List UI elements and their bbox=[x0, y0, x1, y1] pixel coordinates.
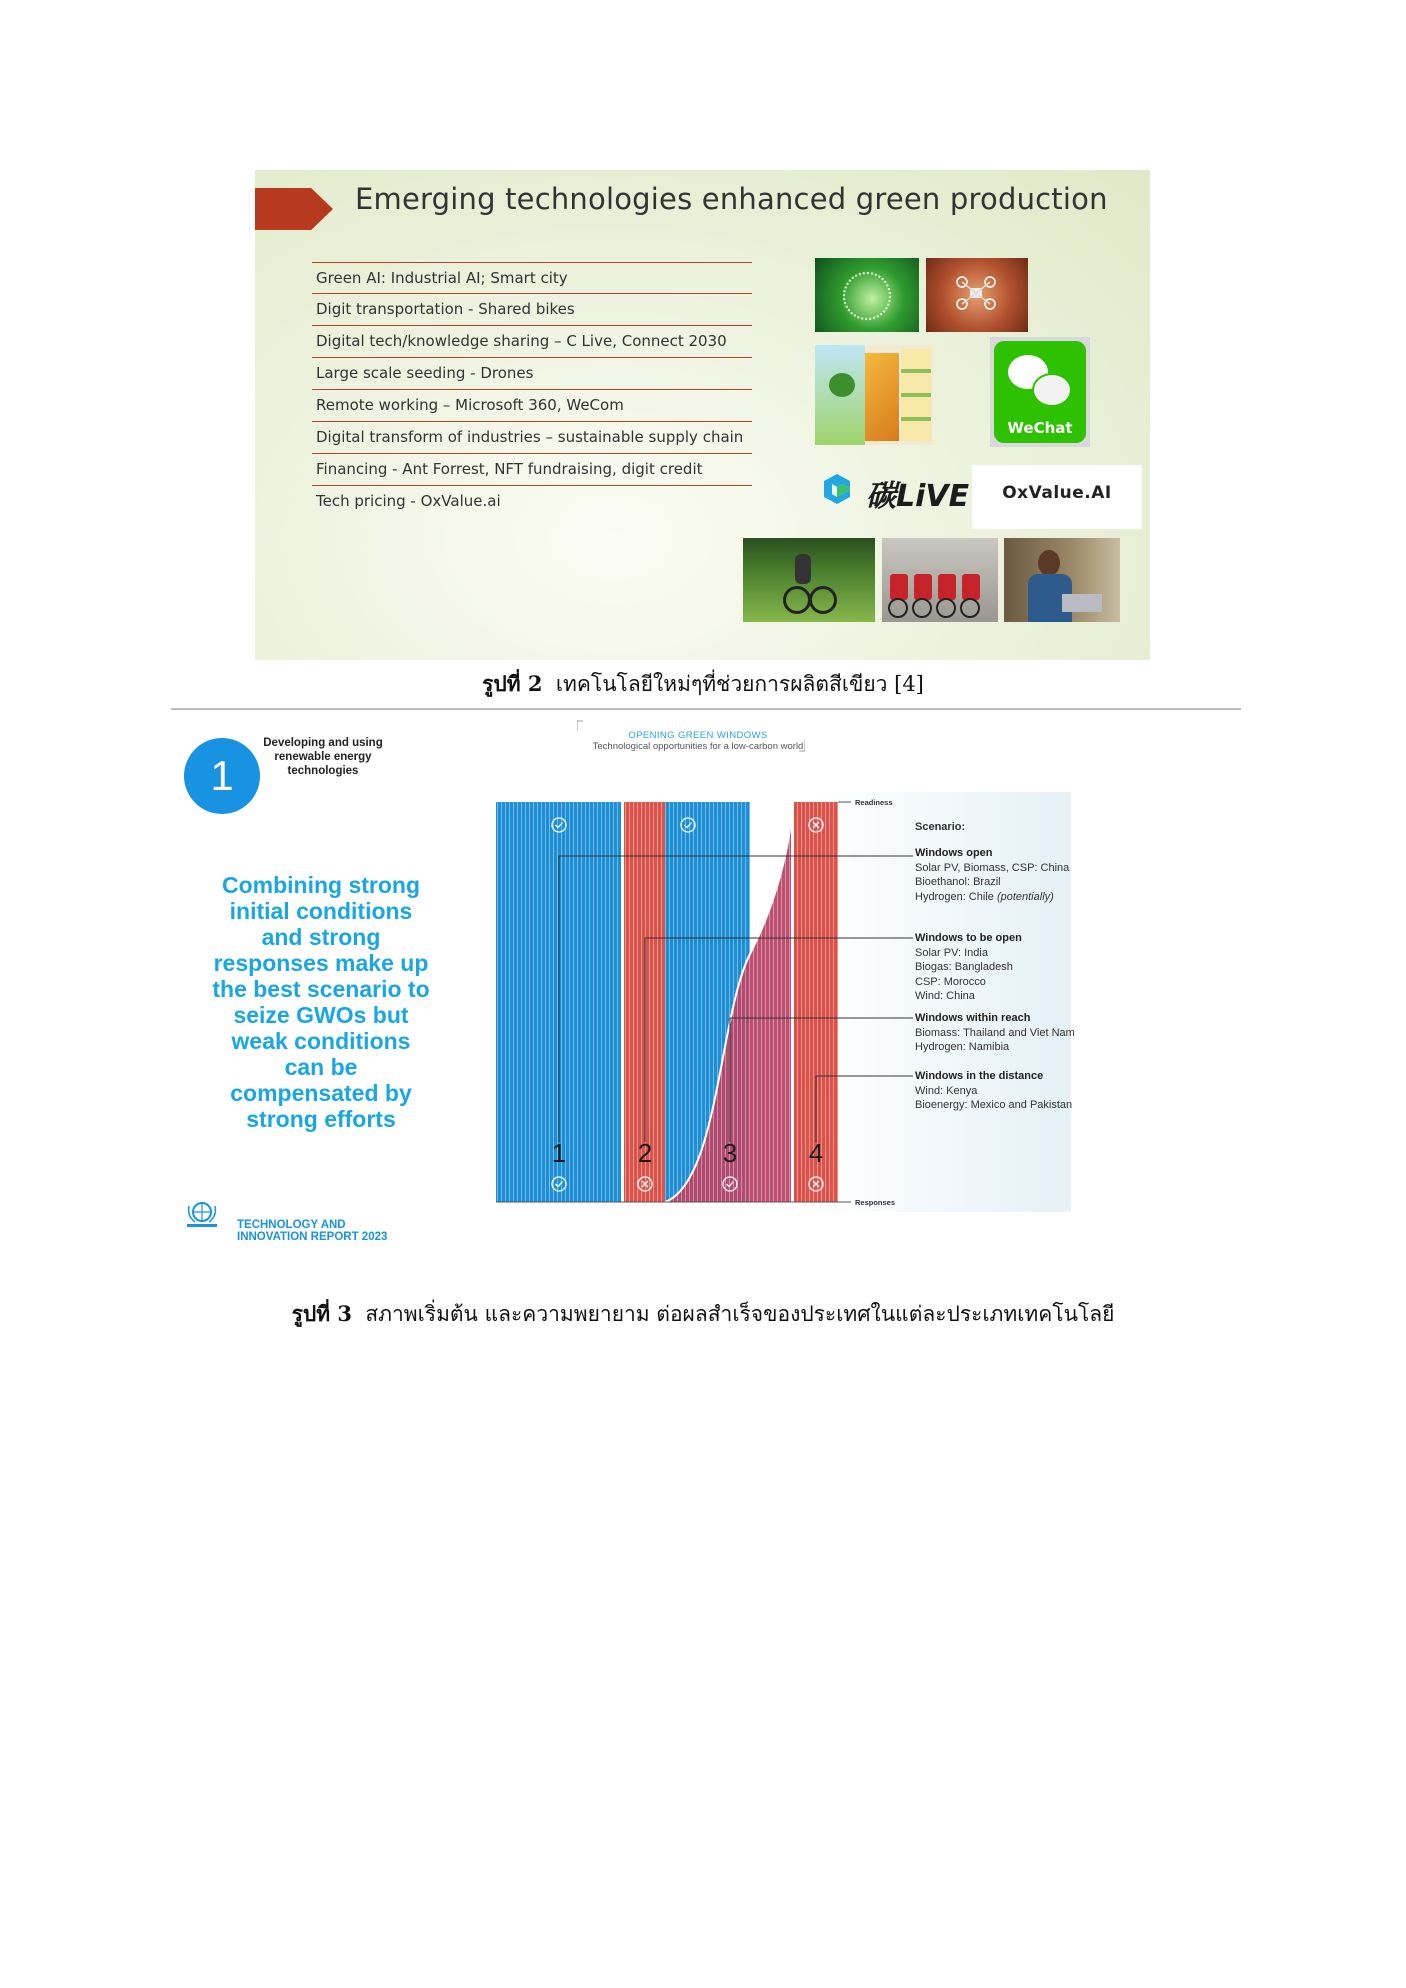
oxvalue-logo bbox=[972, 465, 1142, 529]
scenario-line: Biomass: Thailand and Viet Nam bbox=[915, 1026, 1075, 1039]
clive-logo-text: 碳LiVE bbox=[866, 479, 970, 512]
remote-working-photo bbox=[1004, 538, 1120, 622]
column-number: 3 bbox=[722, 1138, 738, 1168]
gw-title: OPENING GREEN WINDOWS bbox=[628, 730, 768, 741]
section-number-badge: 1 bbox=[184, 738, 260, 814]
responses-label: Responses bbox=[855, 1198, 896, 1207]
figure3-caption-label: รูปที่ 3 bbox=[291, 1301, 352, 1326]
figure2-caption bbox=[0, 668, 1406, 701]
scenario-line: Biogas: Bangladesh bbox=[915, 961, 1013, 973]
scenario-line: Hydrogen: Namibia bbox=[915, 1041, 1010, 1053]
readiness-label: Readiness bbox=[855, 798, 893, 807]
figure3-caption bbox=[0, 1298, 1406, 1331]
scenario-heading: Windows within reach bbox=[915, 1012, 1031, 1024]
scenario-windows-within-reach bbox=[915, 1011, 1075, 1055]
scenario-line: Bioenergy: Mexico and Pakistan bbox=[915, 1099, 1073, 1111]
ant-forest-screens-image bbox=[815, 345, 933, 445]
green-ai-photo bbox=[815, 258, 919, 332]
scenario-heading: Windows open bbox=[915, 847, 993, 859]
scenario-line: CSP: Morocco bbox=[915, 975, 986, 988]
scenario-panel bbox=[489, 792, 1075, 1212]
title-arrow-shape bbox=[255, 188, 333, 230]
scenario-line bbox=[915, 890, 1069, 905]
oxvalue-logo-text: OxValue.AI bbox=[1002, 483, 1112, 503]
figure2-caption-label: รูปที่ 2 bbox=[482, 671, 543, 696]
scenario-line: Solar PV: India bbox=[915, 946, 988, 959]
list-item: Green AI: Industrial AI; Smart city bbox=[312, 262, 752, 294]
scenario-heading: Windows in the distance bbox=[915, 1070, 1044, 1082]
clive-mark-icon bbox=[820, 472, 854, 506]
main-statement: Combining strong initial conditions and strong responses make up the best scenario to seize GWOs but weak conditions can be compensated by strong efforts bbox=[212, 872, 430, 1132]
gw-subtitle: Technological opportunities for a low-carbon world bbox=[592, 741, 804, 752]
clive-logo bbox=[820, 468, 970, 512]
scenario-line: Solar PV, Biomass, CSP: China bbox=[915, 861, 1070, 874]
bicycle-photo bbox=[743, 538, 875, 622]
list-item: Tech pricing - OxValue.ai bbox=[316, 492, 501, 510]
un-emblem-icon bbox=[185, 1200, 219, 1228]
list-item: Digital tech/knowledge sharing – C Live, Connect 2030 bbox=[312, 326, 752, 358]
wechat-label: WeChat bbox=[1007, 419, 1073, 437]
slide-emerging-technologies bbox=[255, 170, 1150, 660]
scenario-line: Wind: China bbox=[915, 990, 975, 1002]
divider-line bbox=[171, 708, 1241, 710]
scenario-line: Wind: Kenya bbox=[915, 1084, 978, 1097]
scenario-note: (potentially) bbox=[996, 890, 1054, 903]
slide-title: Emerging technologies enhanced green production bbox=[355, 182, 1108, 216]
scenario-line: Bioethanol: Brazil bbox=[915, 876, 1001, 888]
bracket-left-icon bbox=[577, 720, 597, 734]
section-heading: Developing and using renewable energy technologies bbox=[263, 737, 383, 777]
figure3-caption-text: สภาพเริ่มต้น และความพยายาม ต่อผลสำเร็จของประเทศในแต่ละประเภทเทคโนโลยี bbox=[365, 1302, 1115, 1326]
column-number: 2 bbox=[637, 1138, 653, 1168]
column-number: 1 bbox=[551, 1138, 567, 1168]
technology-list bbox=[312, 262, 752, 518]
list-item: Financing - Ant Forrest, NFT fundraising, digit credit bbox=[312, 454, 752, 486]
report-name bbox=[237, 1219, 387, 1243]
report-line-1: TECHNOLOGY AND bbox=[237, 1219, 346, 1231]
report-line-2: INNOVATION REPORT 2023 bbox=[237, 1231, 388, 1243]
drone-icon bbox=[956, 276, 996, 310]
scenario-label: Scenario: bbox=[915, 821, 966, 833]
drone-photo bbox=[926, 258, 1028, 332]
list-item: Large scale seeding - Drones bbox=[312, 358, 752, 390]
shared-bikes-photo bbox=[882, 538, 998, 622]
scenario-line-text: Hydrogen: Chile bbox=[915, 890, 994, 903]
list-item: Remote working – Microsoft 360, WeCom bbox=[312, 390, 752, 422]
column-number: 4 bbox=[808, 1138, 824, 1168]
figure3-infographic bbox=[171, 712, 1241, 1243]
list-item: Digital transform of industries – sustainable supply chain bbox=[312, 422, 752, 454]
list-item: Digit transportation - Shared bikes bbox=[312, 294, 752, 326]
scenario-windows-in-distance bbox=[915, 1069, 1072, 1113]
figure2-caption-text: เทคโนโลยีใหม่ๆที่ช่วยการผลิตสีเขียว [4] bbox=[555, 672, 924, 696]
scenario-windows-open bbox=[915, 846, 1069, 904]
scenario-windows-to-be-open bbox=[915, 931, 1022, 1004]
wechat-logo bbox=[990, 337, 1090, 447]
bracket-right-icon bbox=[785, 738, 805, 752]
scenario-heading: Windows to be open bbox=[915, 932, 1022, 944]
